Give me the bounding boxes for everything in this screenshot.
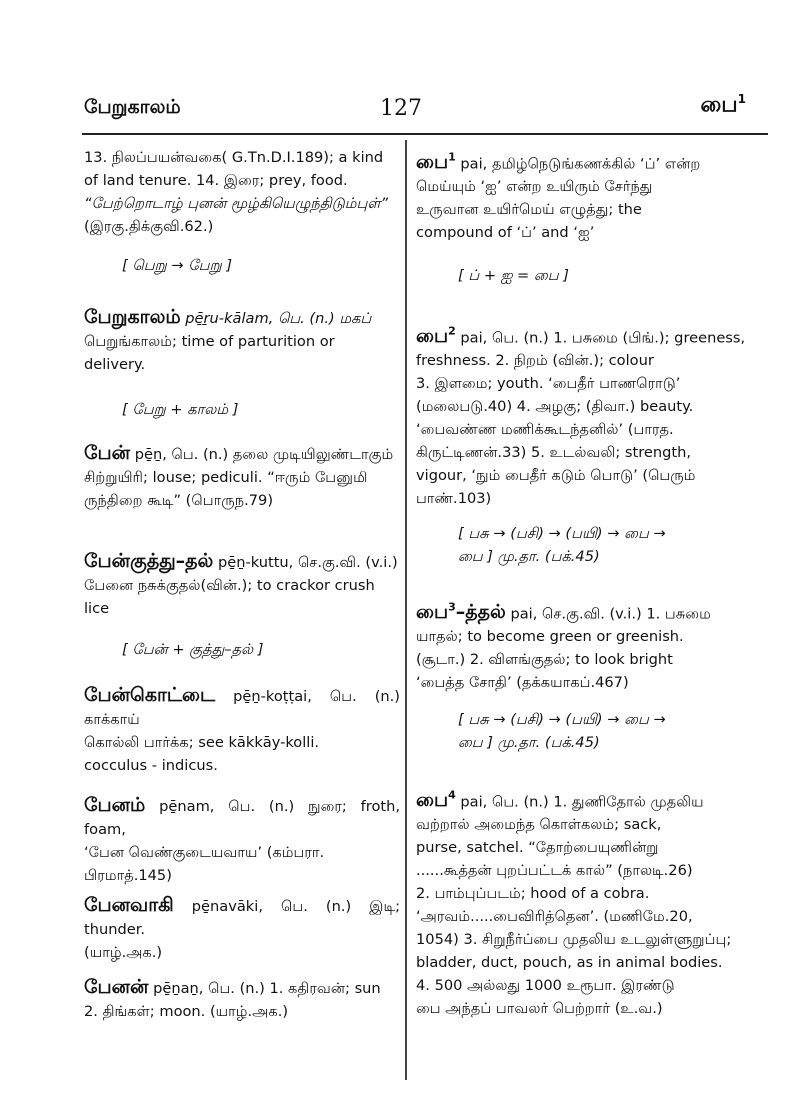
etymology: [ பேன் + குத்து–தல் ]: [122, 641, 264, 658]
headword: பேனவாகி: [84, 894, 174, 916]
page-header: [0, 92, 800, 130]
headword: பேறுகாலம்: [84, 306, 181, 328]
entry-penkuttu: பேன்குத்து–தல் pē̱ṉ-kuttu, செ.கு.வி. (v.i.) பேனை நசுக்குதல்(வின்.); to crackor crush lice: [84, 550, 398, 617]
entry-penkottai: பேன்கொட்டை pē̱ṉ-koṭṭai, பெ. (n.) காக்காய் கொல்லி பார்க்க; see kākkāy-kolli. cocculus - indicus.: [84, 684, 400, 774]
entry-penam: பேனம் pē̱nam, பெ. (n.) நுரை; froth, foam, ‘பேன வெண்குடையவாய’ (கம்பரா. பிரமாத்.145): [84, 794, 400, 884]
etymology: [ பசு → (பசி) → (பயி) → பை → பை ] மு.தா. (பக்.45): [458, 525, 666, 565]
headword: பேன்: [84, 442, 131, 464]
entry-pai-3: பை$^3$–த்தல் pai, செ.கு.வி. (v.i.) 1. பசுமை யாதல்; to become green or greenish. (சூடா.) 2. விளங்குதல்; to look bright ‘பைத்த சோதி’ (தக்கயாகப்.467): [416, 601, 711, 692]
etymology: [ பெறு → பேறு ]: [122, 257, 233, 274]
running-head-left: பேறுகாலம்: [84, 96, 181, 118]
entry-perukalam: பேறுகாலம் pē̱ṟu-kālam, பெ. (n.) மகப் பெறுங்காலம்; time of parturition or delivery.: [84, 306, 372, 373]
running-head-right: பை$^1$: [700, 92, 746, 118]
etymology: [ பேறு + காலம் ]: [122, 401, 239, 418]
etymology: [ பசு → (பசி) → (பயி) → பை → பை ] மு.தா. (பக்.45): [458, 711, 666, 751]
entry-pen: பேன் pē̱ṉ, பெ. (n.) தலை முடியிலுண்டாகும் சிற்றுயிரி; louse; pediculi. “ஈரும் பேனுமி ருந்திறை கூடி” (பொருந.79): [84, 442, 394, 509]
headword: பேனன்: [84, 976, 149, 998]
entry-pai-2: பை$^2$ pai, பெ. (n.) 1. பசுமை (பிங்.); greeness, freshness. 2. நிறம் (வின்.); colour 3. இளமை; youth. ‘பைதீர் பாணரொடு’ (மலைபடு.40) 4. அழகு; (திவா.) beauty. ‘பைவண்ண மணிக்கூடந்தனில்’ (பாரத. கிருட்டிணன்.33) 5. உடல்வலி; strength, vigour, ‘நும் பைதீர் கடும் பொடு’ (பெரும் பாண்.103): [416, 325, 746, 508]
etymology: [ ப் + ஐ = பை ]: [458, 267, 569, 284]
headword: பை$^2$: [416, 325, 456, 348]
entry-pai-4: பை$^4$ pai, பெ. (n.) 1. துணிதோல் முதலிய வற்றால் அமைந்த கொள்கலம்; sack, purse, satchel. “தோற்பையுணின்று ......கூத்தன் புறப்பட்டக் கால்” (நாலடி.26) 2. பாம்புப்படம்; hood of a cobra. ‘அரவம்.....பைவிரித்தென’. (மணிமே.20, 1054) 3. சிறுநீர்ப்பை முதலிய உடலுள்ளுறுப்பு; bladder, duct, pouch, as in animal bodies. 4. 500 அல்லது 1000 உரூபா. இரண்டு பை அந்தப் பாவலர் பெற்றார் (உ.வ.): [416, 789, 732, 1018]
entry-continuation: 13. நிலப்பயன்வகை( G.Tn.D.I.189); a kind of land tenure. 14. இரை; prey, food. “பேற்றொடாழ் புனன் மூழ்கியெழுந்திடும்புள்” (இரகு.திக்குவி.62.): [84, 149, 389, 235]
headword: பேன்கொட்டை: [84, 684, 216, 706]
header-rule: [82, 133, 768, 135]
headword: பை$^1$: [416, 151, 456, 174]
page-number: 127: [380, 96, 422, 121]
headword: பேனம்: [84, 794, 146, 816]
headword: பை$^3$–த்தல்: [416, 601, 506, 624]
entry-penavaki: பேனவாகி pē̱navāki, பெ. (n.) இடி; thunder. (யாழ்.அக.): [84, 894, 400, 961]
headword: பேன்குத்து–தல்: [84, 550, 214, 572]
column-divider: [405, 140, 407, 1080]
entry-penan: பேனன் pē̱ṉaṉ, பெ. (n.) 1. கதிரவன்; sun 2. திங்கள்; moon. (யாழ்.அக.): [84, 976, 381, 1020]
entry-pai-1: பை$^1$ pai, தமிழ்நெடுங்கணக்கில் ‘ப்’ என்ற மெய்யும் ‘ஐ’ என்ற உயிரும் சேர்ந்து உருவான உயிர்மெய் எழுத்து; the compound of ‘ப்’ and ‘ஐ’: [416, 151, 701, 242]
headword: பை$^4$: [416, 789, 456, 812]
